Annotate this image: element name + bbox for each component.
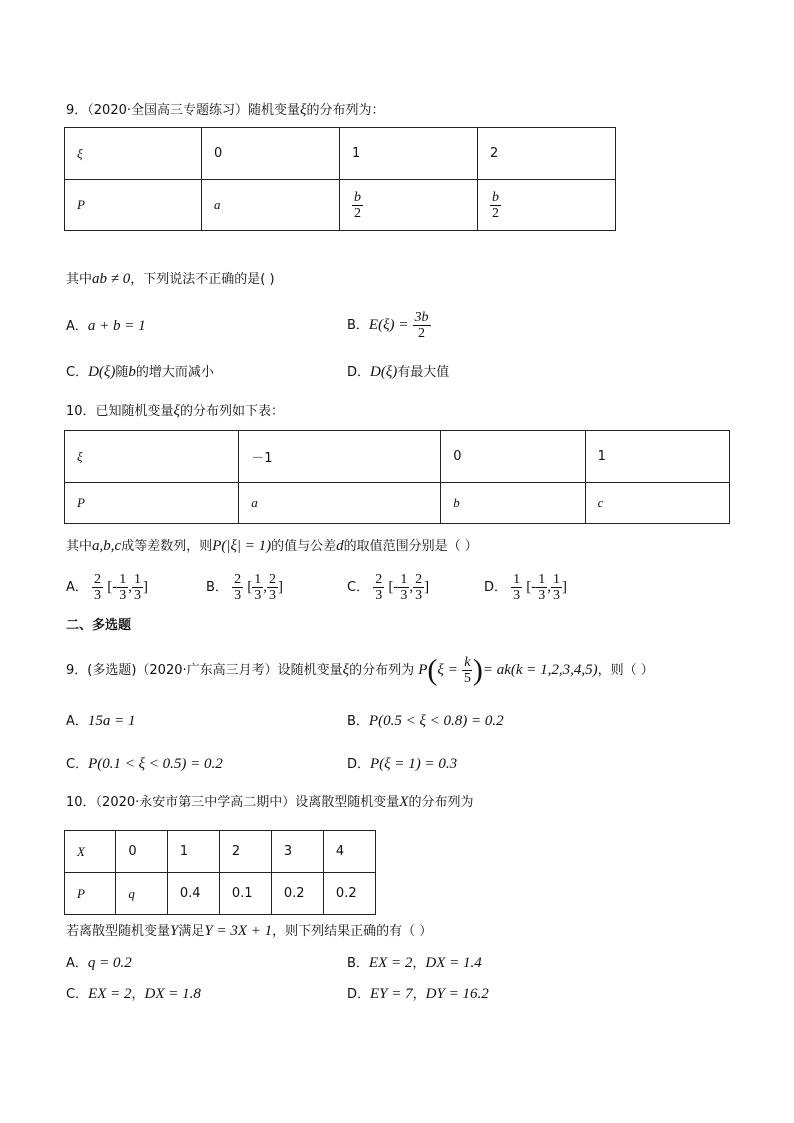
table-cell: 0.1 — [219, 873, 271, 915]
table-cell: X — [65, 831, 116, 873]
table-cell: 2 — [477, 128, 615, 180]
q10a-distribution-table — [64, 430, 730, 524]
table-cell: $\frac{b}{2}$ — [339, 180, 477, 231]
table-cell: 0 — [116, 831, 167, 873]
q9a-option-d: D．D(ξ)有最大值 — [347, 364, 450, 380]
q9b-option-b: B．P(0.5 < ξ < 0.8) = 0.2 — [347, 713, 504, 729]
table-cell: 0 — [201, 128, 339, 180]
q10a-option-a: A． $\frac{2}{3}$ [- $\frac{1}{3}$ , $\frac{1}{3}$ ] — [66, 572, 148, 604]
table-cell: a — [239, 483, 441, 524]
table-cell: 1 — [167, 831, 219, 873]
q9a-option-a: A．a + b = 1 — [66, 318, 146, 334]
table-cell: a — [201, 180, 339, 231]
q9a-stem: 9．（2020·全国高三专题练习）随机变量ξ的分布列为： — [66, 102, 385, 118]
table-cell: 3 — [271, 831, 323, 873]
table-cell: －1 — [239, 431, 441, 483]
table-cell: b — [441, 483, 585, 524]
table-cell: 2 — [219, 831, 271, 873]
q9a-condition: 其中ab ≠ 0，下列说法不正确的是( ) — [66, 271, 275, 287]
table-cell: c — [585, 483, 729, 524]
q10a-option-c: C． $\frac{2}{3}$ [- $\frac{1}{3}$ , $\frac{2}{3}$ ] — [347, 572, 430, 604]
table-cell: 0.2 — [271, 873, 323, 915]
table-cell: ξ — [65, 128, 202, 180]
q10b-condition: 若离散型随机变量Y满足Y = 3X + 1，则下列结果正确的有（ ） — [66, 923, 433, 939]
q10a-stem: 10．已知随机变量ξ的分布列如下表： — [66, 403, 284, 419]
q10a-condition: 其中a,b,c成等差数列，则P(|ξ| = 1)的值与公差d的取值范围分别是（ ） — [66, 538, 478, 554]
q10b-option-b: B．EX = 2，DX = 1.4 — [347, 955, 482, 971]
q9b-stem: 9．(多选题)（2020·广东高三月考）设随机变量ξ的分布列为 P(ξ = $\frac{k}{5}$ )= ak(k = 1,2,3,4,5)，则（ ） — [66, 653, 654, 687]
table-cell: P — [65, 483, 239, 524]
q9a-option-b: B．E(ξ) = $\frac{3b}{2}$ — [347, 310, 429, 341]
table-cell: 0.4 — [167, 873, 219, 915]
section-title: 二、多选题 — [66, 618, 132, 633]
q9b-option-d: D．P(ξ = 1) = 0.3 — [347, 756, 458, 772]
table-cell: $\frac{b}{2}$ — [477, 180, 615, 231]
table-cell: 1 — [585, 431, 729, 483]
q9b-option-a: A．15a = 1 — [66, 713, 136, 729]
table-cell: 4 — [323, 831, 375, 873]
table-cell: 0.2 — [323, 873, 375, 915]
table-cell: P — [65, 180, 202, 231]
q10b-stem: 10．（2020·永安市第三中学高二期中）设离散型随机变量X的分布列为 — [66, 794, 474, 810]
q9b-option-c: C．P(0.1 < ξ < 0.5) = 0.2 — [66, 756, 223, 772]
table-cell: ξ — [65, 431, 239, 483]
table-cell: 1 — [339, 128, 477, 180]
q10b-distribution-table — [64, 830, 376, 915]
table-cell: P — [65, 873, 116, 915]
q10b-option-c: C．EX = 2，DX = 1.8 — [66, 986, 201, 1002]
table-cell: 0 — [441, 431, 585, 483]
q10a-option-b: B． $\frac{2}{3}$ [ $\frac{1}{3}$ , $\frac{2}{3}$ ] — [206, 572, 283, 604]
q10b-option-d: D．EY = 7，DY = 16.2 — [347, 986, 489, 1002]
q9a-distribution-table — [64, 127, 616, 231]
q10b-option-a: A．q = 0.2 — [66, 955, 132, 971]
q9a-option-c: C．D(ξ)随b的增大而减小 — [66, 364, 214, 380]
table-cell: q — [116, 873, 167, 915]
q10a-option-d: D． $\frac{1}{3}$ [- $\frac{1}{3}$ , $\frac{1}{3}$ ] — [484, 572, 568, 604]
